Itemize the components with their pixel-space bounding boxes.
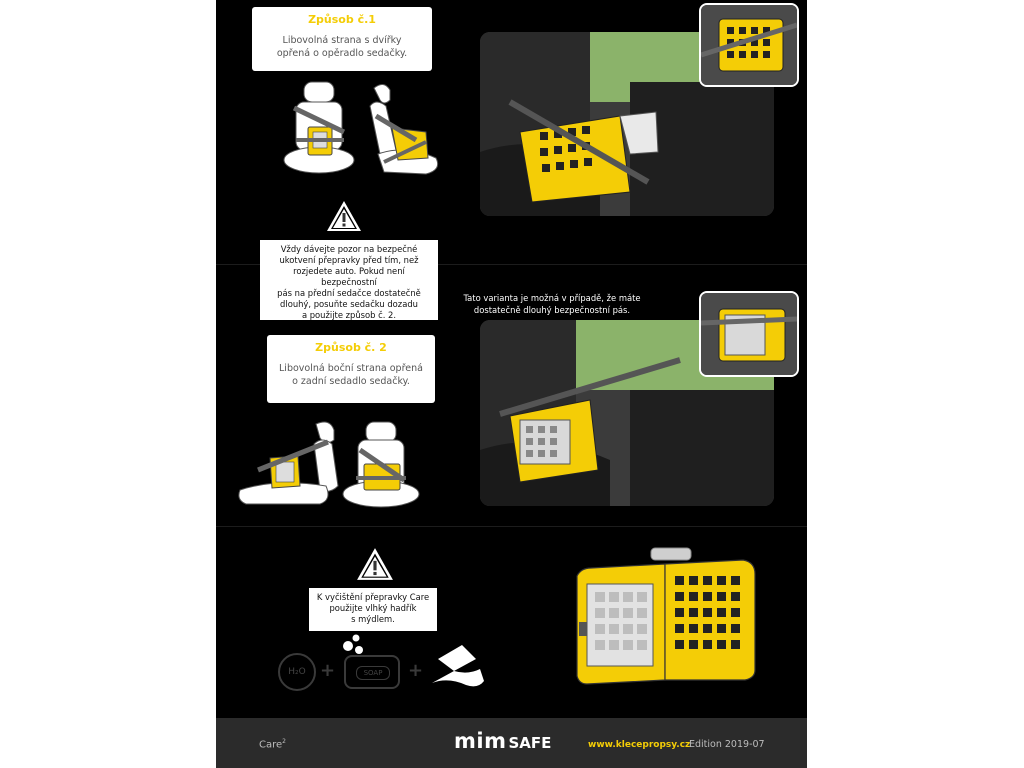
cleaning-note: [309, 588, 437, 631]
cleaning-line: s mýdlem.: [351, 614, 395, 624]
method2-seat-illustration: [236, 420, 426, 510]
water-drop-icon: [278, 653, 316, 691]
method2-inset-photo: [699, 291, 799, 377]
warning-line: dlouhý, posuňte sedačku dozadu: [280, 299, 418, 309]
soap-bubbles-icon: [340, 632, 370, 658]
soap-label: SOAP: [356, 666, 390, 680]
method2-card: [267, 335, 435, 403]
cleaning-line: použijte vlhký hadřík: [329, 603, 417, 613]
carrier-product-illustration: [571, 544, 761, 692]
method2-note: [453, 288, 651, 318]
method1-seat-illustration: [266, 80, 451, 180]
website-link[interactable]: www.klecepropsy.cz: [588, 740, 691, 750]
method1-line1: Libovolná strana s dvířky: [282, 35, 402, 46]
warning-line: a použijte způsob č. 2.: [301, 310, 397, 320]
plus-sign: +: [320, 660, 336, 681]
warning-triangle-icon: [356, 547, 394, 581]
warning-line: pás na přední sedačce dostatečně: [277, 288, 421, 298]
product-model-name: Care: [259, 739, 283, 751]
method1-inset-photo: [699, 3, 799, 87]
brand-logo-mim: mim: [454, 729, 507, 753]
method2-line1: Libovolná boční strana opřená: [279, 363, 423, 374]
water-label: H₂O: [288, 667, 306, 677]
seat-side-view-icon: [370, 84, 438, 174]
cloth-icon: [428, 645, 488, 689]
warning-line: Vždy dávejte pozor na bezpečné: [280, 244, 418, 254]
method2-line2: o zadní sedadlo sedačky.: [292, 376, 410, 387]
section-separator: [216, 526, 807, 527]
warning-triangle-icon: [326, 200, 362, 232]
instruction-page: [216, 0, 807, 768]
seat-front-view-icon: [284, 82, 354, 173]
seat-side-view-icon: [239, 422, 338, 504]
cleaning-line: K vyčištění přepravky Care: [316, 592, 430, 602]
edition-label: Edition 2019-07: [689, 739, 765, 750]
product-model: [259, 738, 286, 750]
method2-title: Způsob č. 2: [315, 341, 387, 354]
seatbelt-warning-note: [260, 240, 438, 320]
plus-sign: +: [408, 660, 424, 681]
brand-logo: [454, 729, 551, 753]
method2-description: [267, 362, 435, 388]
soap-icon: [344, 655, 400, 689]
warning-line: ukotvení přepravky před tím, než: [279, 255, 419, 265]
method1-description: [252, 34, 432, 60]
method2-note-line: dostatečně dlouhý bezpečnostní pás.: [473, 305, 631, 315]
method2-note-line: Tato varianta je možná v případě, že máte: [463, 293, 641, 303]
method1-title: Způsob č.1: [308, 13, 376, 26]
product-model-sup: 2: [282, 738, 286, 745]
footer: [216, 718, 807, 768]
method1-line2: opřená o opěradlo sedačky.: [276, 48, 408, 59]
warning-line: rozjedete auto. Pokud není bezpečnostní: [293, 266, 405, 287]
brand-logo-safe: SAFE: [508, 734, 552, 752]
seat-front-view-icon: [343, 422, 419, 507]
method1-card: [252, 7, 432, 71]
